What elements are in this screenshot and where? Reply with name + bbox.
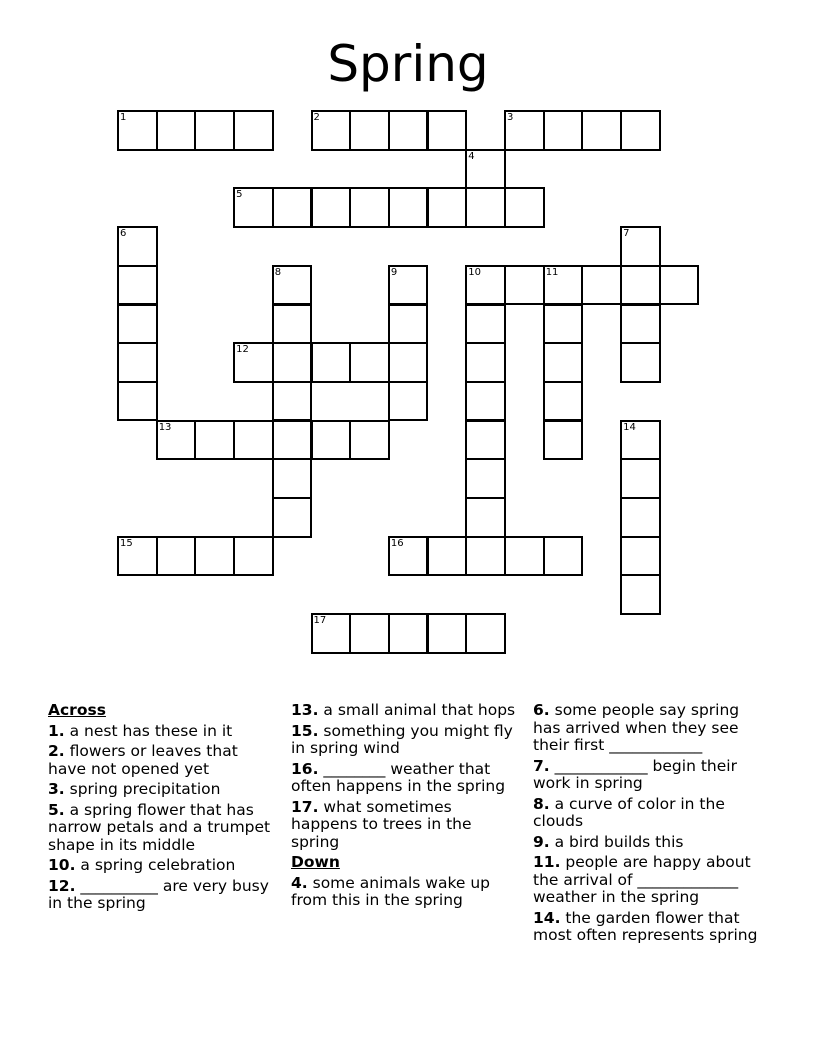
clue-text: some people say spring has arrived when they see their first ____________ (533, 701, 740, 754)
clue-text: a nest has these in it (69, 721, 233, 740)
across-clue (291, 799, 523, 852)
clue-number: 8 (274, 266, 282, 278)
clue-text: some animals wake up from this in the spring (291, 873, 491, 909)
grid-cell[interactable] (620, 304, 661, 345)
grid-cell[interactable] (465, 187, 506, 228)
clue-number: 5 (236, 189, 243, 201)
clue-label: 16. (291, 759, 319, 778)
grid-cell[interactable] (504, 187, 545, 228)
clue-text: spring precipitation (69, 780, 221, 798)
grid-cell[interactable] (427, 187, 468, 228)
clue-text: what sometimes happens to trees in the spring (291, 797, 472, 851)
clue-number: 17 (313, 615, 327, 627)
clue-text: __________ are very busy in the spring (48, 876, 269, 912)
grid-cell[interactable] (117, 110, 158, 151)
clue-column-2 (291, 702, 523, 913)
grid-cell[interactable] (465, 536, 506, 577)
grid-cell[interactable] (233, 342, 274, 383)
clue-number: 12 (236, 344, 249, 356)
grid-cell[interactable] (117, 342, 158, 383)
clue-number: 15 (120, 537, 133, 549)
grid-cell[interactable] (388, 304, 429, 345)
across-clue (291, 761, 523, 796)
grid-cell[interactable] (465, 613, 506, 654)
clue-number: 4 (468, 150, 475, 162)
across-clue (48, 857, 280, 875)
grid-cell[interactable] (272, 342, 313, 383)
grid-cell[interactable] (233, 110, 274, 151)
clue-label: 17. (291, 797, 319, 816)
grid-cell[interactable] (543, 420, 584, 461)
clue-label: 13. (291, 701, 319, 719)
grid-cell[interactable] (311, 420, 352, 461)
down-clue (533, 796, 765, 831)
clue-label: 8. (533, 794, 550, 813)
clue-label: 5. (48, 800, 65, 819)
grid-cell[interactable] (349, 187, 390, 228)
grid-cell[interactable] (272, 265, 313, 306)
puzzle-title: Spring (327, 35, 489, 93)
grid-cell[interactable] (311, 613, 352, 654)
grid-cell[interactable] (311, 342, 352, 383)
grid-cell[interactable] (427, 110, 468, 151)
down-clue (291, 875, 523, 910)
grid-cell[interactable] (504, 536, 545, 577)
grid-cell[interactable] (620, 536, 661, 577)
grid-cell[interactable] (311, 187, 352, 228)
grid-cell[interactable] (194, 536, 235, 577)
across-clue (48, 802, 280, 855)
grid-cell[interactable] (388, 381, 429, 422)
grid-cell[interactable] (465, 458, 506, 499)
clue-text: people are happy about the arrival of _____________ weather in the spring (533, 853, 751, 906)
across-heading: Across (48, 701, 106, 719)
clue-text: a curve of color in the clouds (533, 794, 725, 830)
grid-cell[interactable] (620, 420, 661, 461)
grid-cell[interactable] (543, 536, 584, 577)
grid-cell[interactable] (233, 536, 274, 577)
clue-number: 7 (623, 228, 630, 240)
grid-cell[interactable] (117, 536, 158, 577)
clue-number: 11 (545, 266, 559, 278)
grid-cell[interactable] (465, 304, 506, 345)
down-clue (533, 854, 765, 907)
grid-cell[interactable] (504, 265, 545, 306)
grid-cell[interactable] (156, 536, 197, 577)
grid-cell[interactable] (233, 187, 274, 228)
clue-number: 16 (390, 537, 404, 549)
clue-column-3 (533, 702, 765, 948)
grid-cell[interactable] (117, 304, 158, 345)
across-clue (48, 723, 280, 741)
grid-cell[interactable] (349, 342, 390, 383)
grid-cell[interactable] (117, 226, 158, 267)
grid-cell[interactable] (427, 613, 468, 654)
across-clue (291, 702, 523, 720)
grid-cell[interactable] (349, 110, 390, 151)
grid-cell[interactable] (233, 420, 274, 461)
grid-cell[interactable] (349, 420, 390, 461)
clue-number: 3 (507, 112, 514, 123)
clue-label: 1. (48, 721, 65, 740)
across-clue (48, 878, 280, 913)
grid-cell[interactable] (388, 342, 429, 383)
grid-cell[interactable] (465, 381, 506, 422)
grid-cell[interactable] (272, 420, 313, 461)
grid-cell[interactable] (272, 458, 313, 499)
grid-cell[interactable] (620, 226, 661, 267)
clue-text: something you might fly in spring wind (291, 721, 513, 757)
grid-cell[interactable] (272, 497, 313, 538)
grid-cell[interactable] (194, 420, 235, 461)
clue-text: a small animal that hops (323, 701, 516, 719)
grid-cell[interactable] (349, 613, 390, 654)
clue-label: 15. (291, 721, 319, 740)
clue-number: 13 (158, 421, 172, 433)
across-clue (48, 781, 280, 799)
clue-text: ____________ begin their work in spring (533, 756, 737, 792)
grid-cell[interactable] (465, 149, 506, 190)
clue-text: a bird builds this (554, 832, 684, 851)
grid-cell[interactable] (388, 265, 429, 306)
clue-label: 4. (291, 873, 308, 892)
clue-label: 2. (48, 742, 65, 760)
grid-cell[interactable] (543, 342, 584, 383)
clue-number: 9 (390, 266, 398, 278)
clue-text: the garden flower that most often represents spring (533, 908, 758, 944)
grid-cell[interactable] (581, 110, 622, 151)
grid-cell[interactable] (194, 110, 235, 151)
grid-cell[interactable] (388, 536, 429, 577)
grid-cell[interactable] (620, 497, 661, 538)
grid-cell[interactable] (543, 110, 584, 151)
down-clue (533, 758, 765, 793)
grid-cell[interactable] (581, 265, 622, 306)
clue-label: 3. (48, 780, 65, 798)
clue-text: ________ weather that often happens in the spring (291, 759, 506, 795)
clue-label: 9. (533, 832, 550, 851)
clue-text: flowers or leaves that have not opened yet (48, 742, 238, 778)
grid-cell[interactable] (117, 265, 158, 306)
across-clue (291, 723, 523, 758)
grid-cell[interactable] (311, 110, 352, 151)
clue-number: 1 (120, 112, 127, 123)
grid-cell[interactable] (465, 497, 506, 538)
grid-cell[interactable] (156, 420, 197, 461)
clue-label: 14. (533, 908, 561, 927)
grid-cell[interactable] (620, 265, 661, 306)
grid-cell[interactable] (659, 265, 700, 306)
clue-label: 12. (48, 876, 76, 895)
grid-cell[interactable] (156, 110, 197, 151)
grid-cell[interactable] (620, 574, 661, 615)
clue-number: 14 (623, 421, 636, 433)
grid-cell[interactable] (388, 613, 429, 654)
clue-label: 6. (533, 701, 550, 719)
grid-cell[interactable] (504, 110, 545, 151)
grid-cell[interactable] (620, 342, 661, 383)
down-clue (533, 910, 765, 945)
clue-label: 10. (48, 856, 76, 874)
grid-cell[interactable] (427, 536, 468, 577)
down-clue (533, 702, 765, 755)
grid-cell[interactable] (620, 458, 661, 499)
grid-cell[interactable] (543, 265, 584, 306)
down-clue (533, 834, 765, 852)
grid-cell[interactable] (272, 304, 313, 345)
grid-cell[interactable] (465, 342, 506, 383)
grid-cell[interactable] (388, 187, 429, 228)
clue-number: 2 (313, 112, 320, 123)
grid-cell[interactable] (117, 381, 158, 422)
clue-label: 7. (533, 756, 550, 775)
grid-cell[interactable] (543, 381, 584, 422)
grid-cell[interactable] (272, 381, 313, 422)
clue-column-1 (48, 702, 280, 916)
grid-cell[interactable] (543, 304, 584, 345)
clue-text: a spring flower that has narrow petals and a trumpet shape in its middle (48, 800, 271, 854)
grid-cell[interactable] (388, 110, 429, 151)
clue-number: 10 (468, 266, 482, 278)
clue-number: 6 (120, 228, 127, 240)
grid-cell[interactable] (465, 420, 506, 461)
across-clue (48, 743, 280, 778)
clue-text: a spring celebration (80, 856, 236, 874)
grid-cell[interactable] (620, 110, 661, 151)
grid-cell[interactable] (272, 187, 313, 228)
clue-label: 11. (533, 853, 561, 871)
down-heading: Down (291, 853, 340, 871)
grid-cell[interactable] (465, 265, 506, 306)
